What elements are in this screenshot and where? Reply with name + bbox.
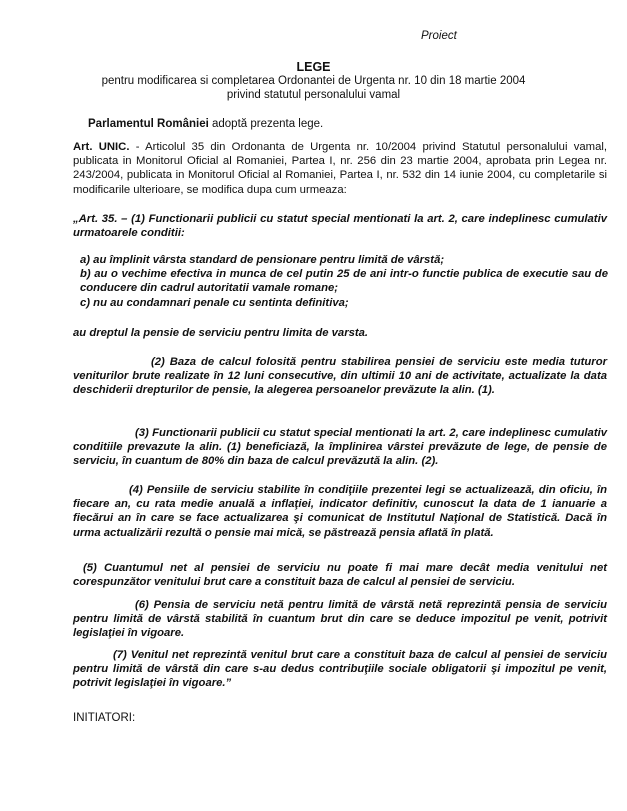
enacting-text: adoptă prezenta lege. — [208, 118, 324, 130]
subtitle-line: pentru modificarea si completarea Ordonantei de Urgenta nr. 10 din 18 martie 2004 — [101, 75, 526, 87]
article-35-paragraph-3: (3) Functionarii publicii cu statut special mentionati la art. 2, care indeplinesc cumulativ conditiile prevazute la alin. (1) beneficiază, la împlinirea vârstei prevăzute de lege, de pensie de serviciu, în cuantum de 80% din baza de calcul prevăzută la alin. (2). — [73, 427, 607, 468]
project-label: Proiect — [421, 30, 457, 42]
initiators-label: INITIATORI: — [73, 712, 136, 724]
article-35-paragraph-1: „Art. 35. – (1) Functionarii publicii cu statut special mentionati la art. 2, care indeplinesc cumulativ urmatoarele conditii: — [73, 213, 607, 240]
article-unic-label: Art. UNIC. — [73, 141, 130, 153]
article-35-paragraph-5: (5) Cuantumul net al pensiei de serviciu nu poate fi mai mare decât media venitului net corespunzător venitului brut care a constituit baza de calcul al pensiei de serviciu. — [73, 562, 607, 589]
article-35-paragraph-4: (4) Pensiile de serviciu stabilite în condiţiile prezentei legi se actualizează, din oficiu, în fiecare an, cu rata medie anuală a inflaţiei, indicator definitiv, cunoscut la data de 1 ianuarie a fiecărui an în care se face actualizarea şi comunicat de Institutul Naţional de Statistică. Dacă în urma actualizării rezultă o pensie mai mică, se păstrează pensia aflată în plată. — [73, 484, 607, 539]
pension-right: au dreptul la pensie de serviciu pentru limita de varsta. — [73, 327, 369, 339]
article-unic-text: - Articolul 35 din Ordonanta de Urgenta nr. 10/2004 privind Statutul personalului vamal, publicata in Monitorul Oficial al Romaniei, Partea I, nr. 256 din 23 martie 2004, aprobata prin Legea nr. 243/2004, publicata in Monitorul Oficial al Romaniei, Partea I, nr. 532 din 14 iunie 2004, cu completarile si modificarile ulterioare, se modifica dupa cum urmeaza: — [73, 141, 607, 196]
article-35-paragraph-2: (2) Baza de calcul folosită pentru stabilirea pensiei de serviciu este media tuturor veniturilor brute realizate în 12 luni consecutive, din ultimii 10 ani de activitate, actualizate la data deschiderii drepturilor de pensie, la alegerea persoanelor prevăzute la alin. (1). — [73, 356, 607, 397]
document-title: LEGE — [296, 60, 331, 74]
document-subtitle — [0, 74, 627, 102]
parliament-name: Parlamentul României — [88, 118, 209, 130]
enacting-clause — [88, 118, 323, 130]
article-35-paragraph-7: (7) Venitul net reprezintă venitul brut care a constituit baza de calcul al pensiei de serviciu pentru limită de vârstă din care s-au dedus contribuţiile sociale obligatorii şi impozitul pe venit, potrivit legislaţiei în vigoare.” — [73, 649, 607, 690]
article-35-paragraph-6: (6) Pensia de serviciu netă pentru limită de vârstă netă reprezintă pensia de serviciu pentru limită de vârstă stabilită în cuantum brut din care se deduce impozitul pe venit, potrivit legislaţiei în vigoare. — [73, 599, 607, 640]
condition-item: b) au o vechime efectiva in munca de cel putin 25 de ani intr-o functie publica de executie sau de conducere din cadrul autoritatii vamale romane; — [80, 268, 608, 295]
conditions-list — [80, 253, 608, 310]
article-unic — [73, 140, 607, 197]
condition-item: a) au împlinit vârsta standard de pensionare pentru limită de vârstă; — [80, 254, 445, 266]
subtitle-line: privind statutul personalului vamal — [226, 89, 401, 101]
condition-item: c) nu au condamnari penale cu sentinta definitiva; — [80, 296, 349, 309]
